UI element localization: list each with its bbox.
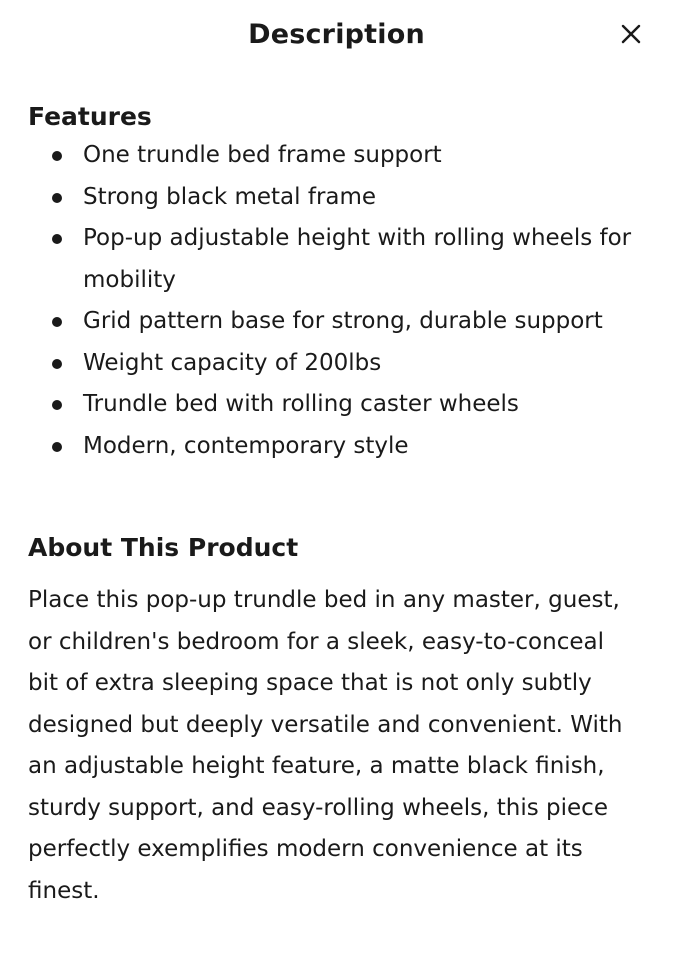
bullet-icon [52,234,62,244]
features-list [28,135,645,467]
feature-text: Grid pattern base for strong, durable support [83,308,603,334]
feature-text: One trundle bed frame support [83,142,442,168]
bullet-icon [52,151,62,161]
about-heading: About This Product [28,533,299,562]
close-button[interactable] [617,20,645,48]
feature-text: Modern, contemporary style [83,432,409,459]
feature-text: Trundle bed with rolling caster wheels [83,391,519,417]
feature-text: Weight capacity of 200lbs [83,349,382,376]
bullet-icon [52,193,62,203]
feature-text: Pop-up adjustable height with rolling wheels for mobility [83,225,632,293]
feature-item [28,384,645,426]
bullet-icon [52,317,62,327]
feature-item [28,426,645,468]
feature-item [28,218,645,301]
bullet-icon [52,442,62,452]
feature-item [28,343,645,385]
close-icon [617,20,645,48]
description-content [0,100,673,912]
about-paragraph: Place this pop-up trundle bed in any master, guest, or children's bedroom for a sleek, easy-to-conceal bit of extra sleeping space that is not only subtly designed but deeply versatile and convenient. With an adjustable height feature, a matte black finish, sturdy support, and easy-rolling wheels, this piece perfectly exemplifies modern convenience at its finest. [28,587,623,904]
feature-item [28,177,645,219]
modal-header [0,0,673,74]
feature-item [28,135,645,177]
feature-text: Strong black metal frame [83,183,377,210]
feature-item [28,301,645,343]
bullet-icon [52,359,62,369]
bullet-icon [52,400,62,410]
page-title: Description [248,19,425,50]
features-heading: Features [28,102,152,131]
